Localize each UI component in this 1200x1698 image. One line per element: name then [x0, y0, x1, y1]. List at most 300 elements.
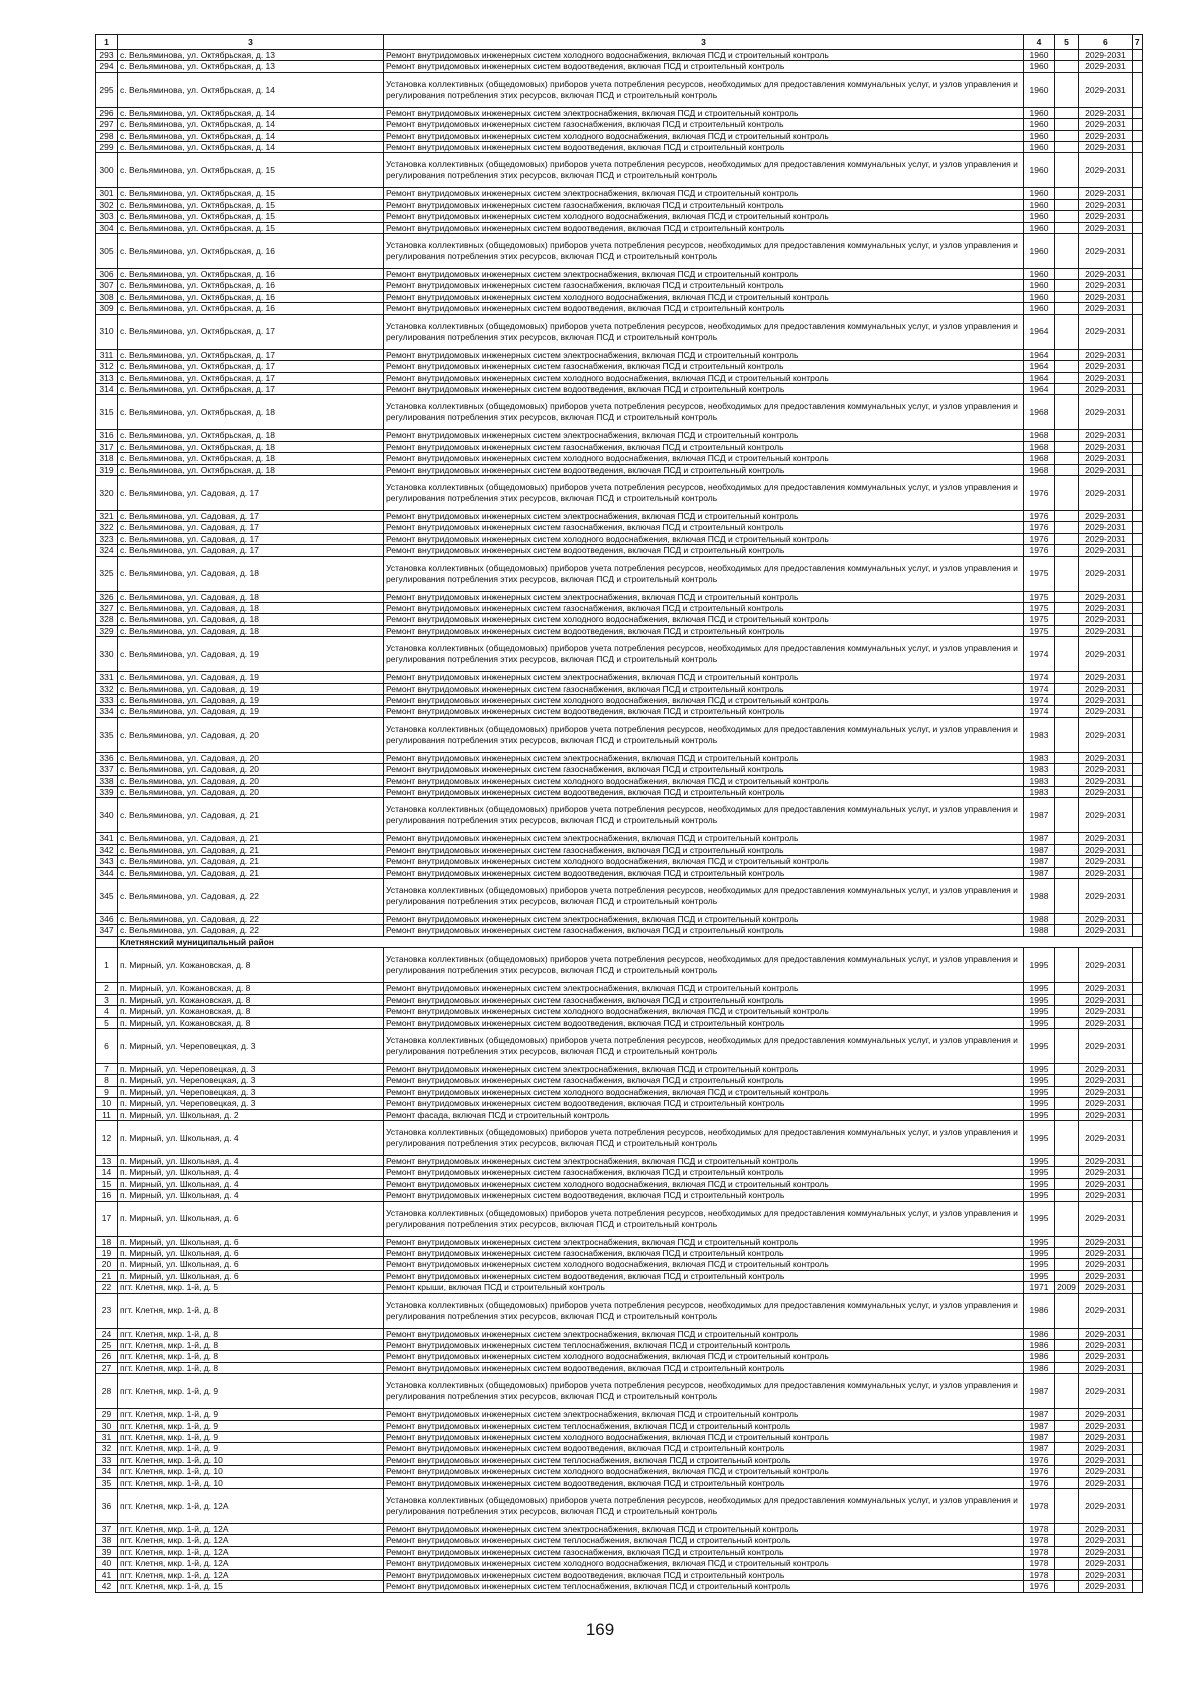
row-last-repair-year	[1055, 383, 1079, 394]
row-year-built: 1976	[1024, 510, 1055, 521]
row-last-repair-year	[1055, 464, 1079, 475]
table-row	[96, 556, 1143, 591]
row-number: 41	[96, 1569, 118, 1580]
row-planned-period: 2029-2031	[1078, 314, 1132, 349]
row-work-type: Ремонт внутридомовых инженерных систем холодного водоснабжения, включая ПСД и строительный контроль	[384, 533, 1024, 544]
row-number: 7	[96, 1063, 118, 1074]
row-col-7	[1132, 234, 1142, 269]
row-number: 304	[96, 222, 118, 233]
row-work-type: Ремонт внутридомовых инженерных систем холодного водоснабжения, включая ПСД и строительный контроль	[384, 775, 1024, 786]
row-year-built: 1974	[1024, 683, 1055, 694]
table-row	[96, 602, 1143, 613]
row-work-type: Ремонт внутридомовых инженерных систем электроснабжения, включая ПСД и строительный контроль	[384, 752, 1024, 763]
row-year-built: 1987	[1024, 1432, 1055, 1443]
row-year-built: 1960	[1024, 188, 1055, 199]
table-row	[96, 475, 1143, 510]
table-row	[96, 672, 1143, 683]
row-col-7	[1132, 314, 1142, 349]
row-planned-period: 2029-2031	[1078, 752, 1132, 763]
row-last-repair-year	[1055, 695, 1079, 706]
row-planned-period: 2029-2031	[1078, 1190, 1132, 1201]
row-address: с. Вельяминова, ул. Садовая, д. 17	[118, 522, 384, 533]
row-work-type: Ремонт внутридомовых инженерных систем холодного водоснабжения, включая ПСД и строительный контроль	[384, 1178, 1024, 1189]
row-work-type: Ремонт внутридомовых инженерных систем газоснабжения, включая ПСД и строительный контроль	[384, 361, 1024, 372]
row-col-7	[1132, 914, 1142, 925]
row-col-7	[1132, 1524, 1142, 1535]
row-work-type: Установка коллективных (общедомовых) приборов учета потребления ресурсов, необходимых для предоставления коммунальных услуг, и узлов управления и регулирования потребления этих ресурсов, включая ПСД и строительный контроль	[384, 717, 1024, 752]
row-last-repair-year	[1055, 672, 1079, 683]
table-row	[96, 994, 1143, 1005]
table-row	[96, 798, 1143, 833]
row-number: 308	[96, 291, 118, 302]
row-planned-period: 2029-2031	[1078, 683, 1132, 694]
row-address: с. Вельяминова, ул. Октябрьская, д. 17	[118, 383, 384, 394]
row-last-repair-year	[1055, 798, 1079, 833]
section-spacer	[96, 936, 118, 947]
row-col-7	[1132, 706, 1142, 717]
row-col-7	[1132, 1178, 1142, 1189]
row-col-7	[1132, 395, 1142, 430]
row-work-type: Ремонт внутридомовых инженерных систем электроснабжения, включая ПСД и строительный контроль	[384, 833, 1024, 844]
table-row	[96, 625, 1143, 636]
row-address: с. Вельяминова, ул. Садовая, д. 21	[118, 844, 384, 855]
row-address: с. Вельяминова, ул. Октябрьская, д. 17	[118, 372, 384, 383]
row-work-type: Ремонт внутридомовых инженерных систем водоотведения, включая ПСД и строительный контроль	[384, 1270, 1024, 1281]
row-work-type: Ремонт внутридомовых инженерных систем электроснабжения, включая ПСД и строительный контроль	[384, 1063, 1024, 1074]
row-address: с. Вельяминова, ул. Октябрьская, д. 13	[118, 50, 384, 61]
row-planned-period: 2029-2031	[1078, 1546, 1132, 1557]
row-planned-period: 2029-2031	[1078, 1006, 1132, 1017]
row-planned-period: 2029-2031	[1078, 1420, 1132, 1431]
row-number: 333	[96, 695, 118, 706]
row-work-type: Ремонт внутридомовых инженерных систем газоснабжения, включая ПСД и строительный контроль	[384, 844, 1024, 855]
row-year-built: 1987	[1024, 1420, 1055, 1431]
row-col-7	[1132, 119, 1142, 130]
row-planned-period: 2029-2031	[1078, 280, 1132, 291]
row-last-repair-year	[1055, 430, 1079, 441]
row-year-built: 1978	[1024, 1546, 1055, 1557]
row-last-repair-year	[1055, 602, 1079, 613]
row-year-built: 1960	[1024, 211, 1055, 222]
row-planned-period: 2029-2031	[1078, 1063, 1132, 1074]
row-last-repair-year	[1055, 188, 1079, 199]
table-row	[96, 764, 1143, 775]
row-year-built: 1964	[1024, 361, 1055, 372]
row-year-built: 1986	[1024, 1328, 1055, 1339]
row-address: с. Вельяминова, ул. Садовая, д. 18	[118, 614, 384, 625]
row-year-built: 1978	[1024, 1524, 1055, 1535]
table-row	[96, 637, 1143, 672]
row-planned-period: 2029-2031	[1078, 1535, 1132, 1546]
row-address: с. Вельяминова, ул. Садовая, д. 20	[118, 717, 384, 752]
table-row	[96, 1109, 1143, 1120]
row-number: 299	[96, 142, 118, 153]
row-col-7	[1132, 683, 1142, 694]
row-planned-period: 2029-2031	[1078, 1270, 1132, 1281]
table-row	[96, 1293, 1143, 1328]
row-planned-period: 2029-2031	[1078, 556, 1132, 591]
row-year-built: 1995	[1024, 1201, 1055, 1236]
row-address: с. Вельяминова, ул. Садовая, д. 20	[118, 752, 384, 763]
table-row	[96, 1477, 1143, 1488]
row-year-built: 1976	[1024, 1581, 1055, 1592]
row-col-7	[1132, 1098, 1142, 1109]
row-year-built: 1964	[1024, 383, 1055, 394]
row-last-repair-year	[1055, 533, 1079, 544]
row-address: пгт. Клетня, мкр. 1-й, д. 8	[118, 1351, 384, 1362]
row-work-type: Ремонт внутридомовых инженерных систем газоснабжения, включая ПСД и строительный контроль	[384, 925, 1024, 936]
row-col-7	[1132, 1466, 1142, 1477]
row-work-type: Установка коллективных (общедомовых) приборов учета потребления ресурсов, необходимых для предоставления коммунальных услуг, и узлов управления и регулирования потребления этих ресурсов, включая ПСД и строительный контроль	[384, 1028, 1024, 1063]
row-year-built: 1974	[1024, 672, 1055, 683]
row-address: пгт. Клетня, мкр. 1-й, д. 9	[118, 1374, 384, 1409]
row-work-type: Ремонт внутридомовых инженерных систем водоотведения, включая ПСД и строительный контроль	[384, 1477, 1024, 1488]
row-col-7	[1132, 1558, 1142, 1569]
row-col-7	[1132, 948, 1142, 983]
row-number: 9	[96, 1086, 118, 1097]
row-last-repair-year	[1055, 1420, 1079, 1431]
row-col-7	[1132, 672, 1142, 683]
row-address: пгт. Клетня, мкр. 1-й, д. 12А	[118, 1524, 384, 1535]
row-address: с. Вельяминова, ул. Садовая, д. 18	[118, 625, 384, 636]
row-last-repair-year	[1055, 303, 1079, 314]
row-planned-period: 2029-2031	[1078, 1167, 1132, 1178]
row-year-built: 1960	[1024, 119, 1055, 130]
row-work-type: Установка коллективных (общедомовых) приборов учета потребления ресурсов, необходимых для предоставления коммунальных услуг, и узлов управления и регулирования потребления этих ресурсов, включая ПСД и строительный контроль	[384, 637, 1024, 672]
row-address: п. Мирный, ул. Школьная, д. 4	[118, 1120, 384, 1155]
row-year-built: 1987	[1024, 1443, 1055, 1454]
table-row	[96, 752, 1143, 763]
row-planned-period: 2029-2031	[1078, 1293, 1132, 1328]
row-last-repair-year	[1055, 475, 1079, 510]
row-address: с. Вельяминова, ул. Октябрьская, д. 14	[118, 107, 384, 118]
row-work-type: Ремонт внутридомовых инженерных систем холодного водоснабжения, включая ПСД и строительный контроль	[384, 1259, 1024, 1270]
row-last-repair-year	[1055, 1086, 1079, 1097]
row-col-7	[1132, 1236, 1142, 1247]
row-number: 343	[96, 856, 118, 867]
row-number: 342	[96, 844, 118, 855]
row-year-built: 1968	[1024, 395, 1055, 430]
row-planned-period: 2029-2031	[1078, 1466, 1132, 1477]
row-work-type: Ремонт внутридомовых инженерных систем электроснабжения, включая ПСД и строительный контроль	[384, 672, 1024, 683]
table-row	[96, 1443, 1143, 1454]
table-row	[96, 1247, 1143, 1258]
row-col-7	[1132, 1293, 1142, 1328]
row-planned-period: 2029-2031	[1078, 1477, 1132, 1488]
row-planned-period: 2029-2031	[1078, 1075, 1132, 1086]
row-work-type: Ремонт внутридомовых инженерных систем холодного водоснабжения, включая ПСД и строительный контроль	[384, 291, 1024, 302]
table-row	[96, 314, 1143, 349]
row-address: с. Вельяминова, ул. Садовая, д. 20	[118, 775, 384, 786]
row-number: 338	[96, 775, 118, 786]
row-address: с. Вельяминова, ул. Садовая, д. 18	[118, 591, 384, 602]
row-planned-period: 2029-2031	[1078, 222, 1132, 233]
row-work-type: Ремонт внутридомовых инженерных систем холодного водоснабжения, включая ПСД и строительный контроль	[384, 1466, 1024, 1477]
row-work-type: Установка коллективных (общедомовых) приборов учета потребления ресурсов, необходимых для предоставления коммунальных услуг, и узлов управления и регулирования потребления этих ресурсов, включая ПСД и строительный контроль	[384, 1293, 1024, 1328]
row-planned-period: 2029-2031	[1078, 349, 1132, 360]
table-row	[96, 361, 1143, 372]
row-last-repair-year	[1055, 107, 1079, 118]
row-number: 323	[96, 533, 118, 544]
row-year-built: 1974	[1024, 706, 1055, 717]
row-planned-period: 2029-2031	[1078, 625, 1132, 636]
row-address: п. Мирный, ул. Школьная, д. 6	[118, 1270, 384, 1281]
row-address: пгт. Клетня, мкр. 1-й, д. 8	[118, 1362, 384, 1373]
row-number: 326	[96, 591, 118, 602]
row-number: 319	[96, 464, 118, 475]
row-work-type: Ремонт внутридомовых инженерных систем водоотведения, включая ПСД и строительный контроль	[384, 1017, 1024, 1028]
row-col-7	[1132, 591, 1142, 602]
row-col-7	[1132, 1569, 1142, 1580]
row-year-built: 1968	[1024, 453, 1055, 464]
row-number: 345	[96, 879, 118, 914]
row-last-repair-year	[1055, 1028, 1079, 1063]
row-year-built: 1960	[1024, 72, 1055, 107]
row-col-7	[1132, 211, 1142, 222]
row-work-type: Ремонт внутридомовых инженерных систем теплоснабжения, включая ПСД и строительный контроль	[384, 1581, 1024, 1592]
row-last-repair-year	[1055, 844, 1079, 855]
row-year-built: 1964	[1024, 372, 1055, 383]
row-year-built: 1974	[1024, 637, 1055, 672]
row-last-repair-year	[1055, 522, 1079, 533]
row-col-7	[1132, 1201, 1142, 1236]
row-number: 297	[96, 119, 118, 130]
row-number: 31	[96, 1432, 118, 1443]
row-year-built: 1968	[1024, 441, 1055, 452]
row-last-repair-year	[1055, 1075, 1079, 1086]
row-last-repair-year	[1055, 1259, 1079, 1270]
row-year-built: 1975	[1024, 602, 1055, 613]
row-planned-period: 2029-2031	[1078, 383, 1132, 394]
row-address: с. Вельяминова, ул. Октябрьская, д. 18	[118, 395, 384, 430]
row-col-7	[1132, 50, 1142, 61]
row-last-repair-year	[1055, 119, 1079, 130]
row-planned-period: 2029-2031	[1078, 475, 1132, 510]
row-year-built: 1986	[1024, 1340, 1055, 1351]
row-last-repair-year	[1055, 1432, 1079, 1443]
row-planned-period: 2029-2031	[1078, 1017, 1132, 1028]
row-last-repair-year	[1055, 222, 1079, 233]
row-address: п. Мирный, ул. Кожановская, д. 8	[118, 948, 384, 983]
row-address: с. Вельяминова, ул. Садовая, д. 21	[118, 798, 384, 833]
row-planned-period: 2029-2031	[1078, 464, 1132, 475]
row-year-built: 1987	[1024, 798, 1055, 833]
header-col-6: 6	[1078, 35, 1132, 50]
row-work-type: Ремонт внутридомовых инженерных систем водоотведения, включая ПСД и строительный контроль	[384, 867, 1024, 878]
row-work-type: Ремонт внутридомовых инженерных систем газоснабжения, включая ПСД и строительный контроль	[384, 119, 1024, 130]
row-year-built: 1987	[1024, 833, 1055, 844]
row-work-type: Ремонт внутридомовых инженерных систем газоснабжения, включая ПСД и строительный контроль	[384, 522, 1024, 533]
row-col-7	[1132, 142, 1142, 153]
row-last-repair-year	[1055, 211, 1079, 222]
row-col-7	[1132, 798, 1142, 833]
row-planned-period: 2029-2031	[1078, 1569, 1132, 1580]
row-work-type: Ремонт крыши, включая ПСД и строительный контроль	[384, 1282, 1024, 1293]
row-work-type: Установка коллективных (общедомовых) приборов учета потребления ресурсов, необходимых для предоставления коммунальных услуг, и узлов управления и регулирования потребления этих ресурсов, включая ПСД и строительный контроль	[384, 1120, 1024, 1155]
row-work-type: Ремонт внутридомовых инженерных систем газоснабжения, включая ПСД и строительный контроль	[384, 1167, 1024, 1178]
table-row	[96, 383, 1143, 394]
row-work-type: Ремонт внутридомовых инженерных систем газоснабжения, включая ПСД и строительный контроль	[384, 602, 1024, 613]
row-work-type: Установка коллективных (общедомовых) приборов учета потребления ресурсов, необходимых для предоставления коммунальных услуг, и узлов управления и регулирования потребления этих ресурсов, включая ПСД и строительный контроль	[384, 234, 1024, 269]
row-number: 13	[96, 1155, 118, 1166]
row-last-repair-year	[1055, 1236, 1079, 1247]
row-address: пгт. Клетня, мкр. 1-й, д. 12А	[118, 1535, 384, 1546]
row-planned-period: 2029-2031	[1078, 453, 1132, 464]
row-planned-period: 2029-2031	[1078, 430, 1132, 441]
row-year-built: 1995	[1024, 1236, 1055, 1247]
row-col-7	[1132, 383, 1142, 394]
row-work-type: Ремонт внутридомовых инженерных систем электроснабжения, включая ПСД и строительный контроль	[384, 430, 1024, 441]
row-year-built: 1995	[1024, 1098, 1055, 1109]
row-address: с. Вельяминова, ул. Садовая, д. 22	[118, 925, 384, 936]
row-year-built: 1987	[1024, 1409, 1055, 1420]
row-number: 15	[96, 1178, 118, 1189]
row-work-type: Ремонт внутридомовых инженерных систем холодного водоснабжения, включая ПСД и строительный контроль	[384, 130, 1024, 141]
row-year-built: 1960	[1024, 50, 1055, 61]
table-row	[96, 269, 1143, 280]
row-planned-period: 2029-2031	[1078, 199, 1132, 210]
row-planned-period: 2029-2031	[1078, 1443, 1132, 1454]
row-address: с. Вельяминова, ул. Октябрьская, д. 18	[118, 464, 384, 475]
row-address: с. Вельяминова, ул. Садовая, д. 18	[118, 602, 384, 613]
row-address: с. Вельяминова, ул. Садовая, д. 17	[118, 533, 384, 544]
row-planned-period: 2029-2031	[1078, 775, 1132, 786]
row-year-built: 1974	[1024, 695, 1055, 706]
row-work-type: Ремонт внутридомовых инженерных систем водоотведения, включая ПСД и строительный контроль	[384, 545, 1024, 556]
row-work-type: Ремонт внутридомовых инженерных систем водоотведения, включая ПСД и строительный контроль	[384, 383, 1024, 394]
row-col-7	[1132, 1420, 1142, 1431]
row-last-repair-year	[1055, 591, 1079, 602]
row-work-type: Ремонт внутридомовых инженерных систем газоснабжения, включая ПСД и строительный контроль	[384, 994, 1024, 1005]
table-row	[96, 72, 1143, 107]
row-planned-period: 2029-2031	[1078, 591, 1132, 602]
row-col-7	[1132, 1109, 1142, 1120]
row-work-type: Ремонт внутридомовых инженерных систем холодного водоснабжения, включая ПСД и строительный контроль	[384, 1351, 1024, 1362]
table-row	[96, 706, 1143, 717]
row-number: 322	[96, 522, 118, 533]
row-col-7	[1132, 522, 1142, 533]
row-address: с. Вельяминова, ул. Садовая, д. 18	[118, 556, 384, 591]
table-row	[96, 234, 1143, 269]
row-planned-period: 2029-2031	[1078, 545, 1132, 556]
row-number: 298	[96, 130, 118, 141]
row-year-built: 1960	[1024, 234, 1055, 269]
row-year-built: 1964	[1024, 314, 1055, 349]
row-col-7	[1132, 775, 1142, 786]
row-year-built: 1983	[1024, 717, 1055, 752]
row-col-7	[1132, 1432, 1142, 1443]
row-last-repair-year	[1055, 948, 1079, 983]
row-work-type: Ремонт внутридомовых инженерных систем водоотведения, включая ПСД и строительный контроль	[384, 303, 1024, 314]
row-planned-period: 2029-2031	[1078, 1109, 1132, 1120]
row-work-type: Ремонт внутридомовых инженерных систем электроснабжения, включая ПСД и строительный контроль	[384, 349, 1024, 360]
table-row	[96, 1075, 1143, 1086]
row-work-type: Ремонт внутридомовых инженерных систем электроснабжения, включая ПСД и строительный контроль	[384, 269, 1024, 280]
row-year-built: 1976	[1024, 545, 1055, 556]
row-planned-period: 2029-2031	[1078, 188, 1132, 199]
row-address: с. Вельяминова, ул. Октябрьская, д. 14	[118, 72, 384, 107]
row-col-7	[1132, 867, 1142, 878]
table-row	[96, 1420, 1143, 1431]
table-row	[96, 107, 1143, 118]
row-year-built: 1988	[1024, 879, 1055, 914]
row-col-7	[1132, 614, 1142, 625]
row-col-7	[1132, 1477, 1142, 1488]
row-col-7	[1132, 1028, 1142, 1063]
row-number: 40	[96, 1558, 118, 1569]
row-number: 6	[96, 1028, 118, 1063]
row-work-type: Установка коллективных (общедомовых) приборов учета потребления ресурсов, необходимых для предоставления коммунальных услуг, и узлов управления и регулирования потребления этих ресурсов, включая ПСД и строительный контроль	[384, 556, 1024, 591]
row-number: 300	[96, 153, 118, 188]
row-number: 341	[96, 833, 118, 844]
row-year-built: 1995	[1024, 1109, 1055, 1120]
row-year-built: 1978	[1024, 1569, 1055, 1580]
row-address: с. Вельяминова, ул. Садовая, д. 19	[118, 683, 384, 694]
row-address: с. Вельяминова, ул. Октябрьская, д. 16	[118, 303, 384, 314]
row-year-built: 1995	[1024, 1075, 1055, 1086]
row-last-repair-year	[1055, 1293, 1079, 1328]
row-last-repair-year	[1055, 545, 1079, 556]
row-last-repair-year	[1055, 1006, 1079, 1017]
table-row	[96, 1167, 1143, 1178]
table-row	[96, 1063, 1143, 1074]
row-number: 16	[96, 1190, 118, 1201]
row-number: 331	[96, 672, 118, 683]
table-row	[96, 453, 1143, 464]
row-col-7	[1132, 833, 1142, 844]
row-year-built: 1986	[1024, 1293, 1055, 1328]
row-number: 22	[96, 1282, 118, 1293]
row-work-type: Установка коллективных (общедомовых) приборов учета потребления ресурсов, необходимых для предоставления коммунальных услуг, и узлов управления и регулирования потребления этих ресурсов, включая ПСД и строительный контроль	[384, 153, 1024, 188]
table-row	[96, 856, 1143, 867]
row-number: 294	[96, 61, 118, 72]
row-address: п. Мирный, ул. Череповецкая, д. 3	[118, 1075, 384, 1086]
row-number: 330	[96, 637, 118, 672]
row-year-built: 1960	[1024, 303, 1055, 314]
row-work-type: Ремонт внутридомовых инженерных систем холодного водоснабжения, включая ПСД и строительный контроль	[384, 1086, 1024, 1097]
row-last-repair-year	[1055, 234, 1079, 269]
row-planned-period: 2029-2031	[1078, 1409, 1132, 1420]
row-address: п. Мирный, ул. Школьная, д. 2	[118, 1109, 384, 1120]
header-col-7: 7	[1132, 35, 1142, 50]
row-number: 315	[96, 395, 118, 430]
row-year-built: 1987	[1024, 867, 1055, 878]
row-address: п. Мирный, ул. Школьная, д. 4	[118, 1167, 384, 1178]
row-last-repair-year	[1055, 637, 1079, 672]
row-col-7	[1132, 602, 1142, 613]
row-address: с. Вельяминова, ул. Октябрьская, д. 18	[118, 430, 384, 441]
row-work-type: Ремонт внутридомовых инженерных систем холодного водоснабжения, включая ПСД и строительный контроль	[384, 372, 1024, 383]
row-col-7	[1132, 879, 1142, 914]
row-last-repair-year	[1055, 510, 1079, 521]
row-col-7	[1132, 72, 1142, 107]
row-address: пгт. Клетня, мкр. 1-й, д. 8	[118, 1328, 384, 1339]
row-planned-period: 2029-2031	[1078, 1340, 1132, 1351]
row-number: 29	[96, 1409, 118, 1420]
row-number: 25	[96, 1340, 118, 1351]
row-address: с. Вельяминова, ул. Садовая, д. 19	[118, 637, 384, 672]
row-address: пгт. Клетня, мкр. 1-й, д. 12А	[118, 1546, 384, 1557]
row-year-built: 1960	[1024, 199, 1055, 210]
row-work-type: Ремонт внутридомовых инженерных систем электроснабжения, включая ПСД и строительный контроль	[384, 107, 1024, 118]
row-col-7	[1132, 1167, 1142, 1178]
row-last-repair-year	[1055, 269, 1079, 280]
row-number: 30	[96, 1420, 118, 1431]
row-year-built: 1960	[1024, 269, 1055, 280]
row-year-built: 1964	[1024, 349, 1055, 360]
row-last-repair-year	[1055, 1454, 1079, 1465]
row-planned-period: 2029-2031	[1078, 107, 1132, 118]
